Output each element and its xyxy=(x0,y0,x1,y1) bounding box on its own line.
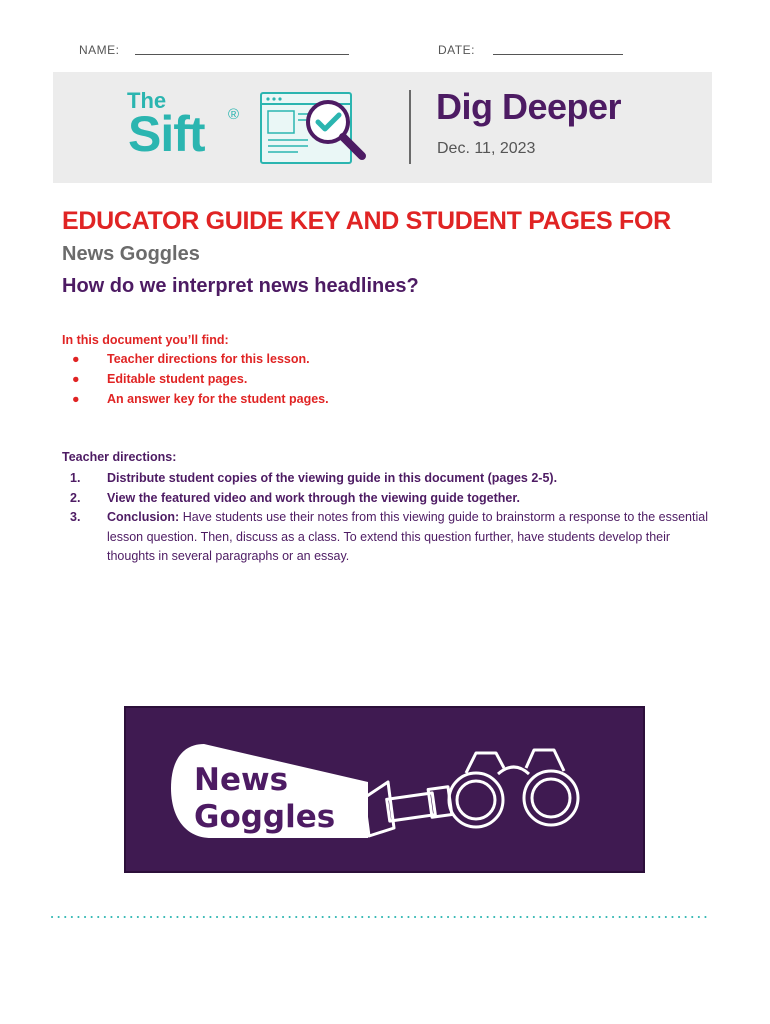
dotted-divider xyxy=(50,914,712,920)
list-item-text: Have students use their notes from this viewing guide to brainstorm a response to the essential lesson question. Then, discuss as a class. To extend this question further, have students develop their thoughts in several paragraphs or an essay. xyxy=(107,510,708,563)
binoculars-beam-graphic xyxy=(126,708,643,871)
list-item xyxy=(62,469,712,489)
page-title: Dig Deeper xyxy=(436,86,622,127)
bullet: ● xyxy=(72,392,80,406)
date-field[interactable] xyxy=(493,54,623,55)
logo-the-text: The xyxy=(127,88,167,113)
registered-mark: ® xyxy=(228,106,240,123)
header-divider xyxy=(409,90,411,164)
name-label: NAME: xyxy=(79,43,120,57)
banner-title-line1: News xyxy=(194,762,289,798)
list-item-text-container xyxy=(107,508,712,567)
list-number: 3. xyxy=(70,510,81,524)
list-item-text: Teacher directions for this lesson. xyxy=(107,352,310,366)
list-item-text: View the featured video and work through the viewing guide together. xyxy=(107,490,521,505)
bullet: ● xyxy=(72,352,80,366)
contents-heading: In this document you’ll find: xyxy=(62,333,229,347)
news-goggles-banner xyxy=(124,706,645,873)
conclusion-label: Conclusion: xyxy=(107,510,180,524)
date-label: DATE: xyxy=(438,43,475,57)
list-item xyxy=(62,508,712,567)
list-item-text: An answer key for the student pages. xyxy=(107,392,329,406)
list-item-text: Distribute student copies of the viewing guide in this document (pages 2-5). xyxy=(107,471,558,485)
bullet: ● xyxy=(72,372,80,386)
header-date: Dec. 11, 2023 xyxy=(437,140,536,157)
logo-sift-text: Sift xyxy=(128,106,205,162)
lesson-question: How do we interpret news headlines? xyxy=(62,275,419,297)
list-item xyxy=(62,489,712,509)
lesson-title: News Goggles xyxy=(62,243,200,265)
name-field[interactable] xyxy=(135,54,349,55)
list-item xyxy=(62,371,329,391)
directions-list xyxy=(62,469,712,567)
contents-list xyxy=(62,351,329,411)
list-item xyxy=(62,391,329,411)
list-number: 2. xyxy=(70,490,81,505)
list-item xyxy=(62,351,329,371)
list-number: 1. xyxy=(70,471,81,485)
guide-heading: EDUCATOR GUIDE KEY AND STUDENT PAGES FOR xyxy=(62,207,671,235)
banner-title-line2: Goggles xyxy=(194,799,336,835)
browser-magnifier-icon xyxy=(258,90,368,168)
list-item-text: Editable student pages. xyxy=(107,372,248,386)
directions-heading: Teacher directions: xyxy=(62,450,177,464)
